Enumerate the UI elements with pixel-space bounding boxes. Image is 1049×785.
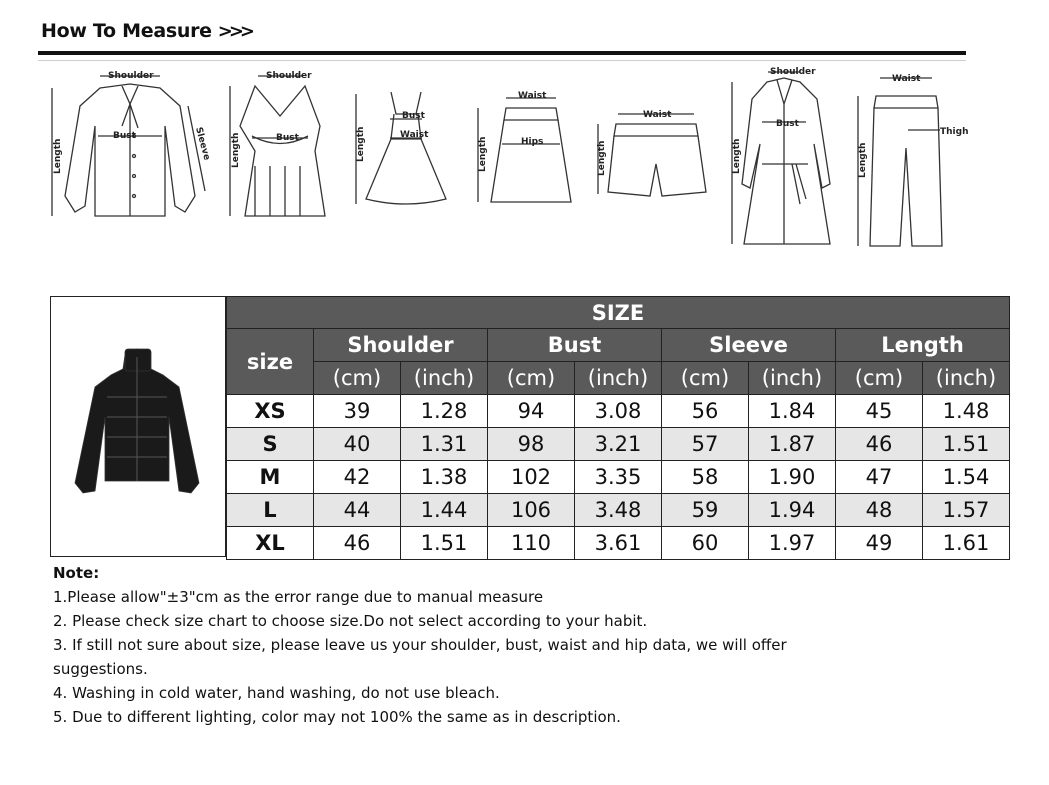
note-item: 5. Due to different lighting, color may not 100% the same as in description.	[53, 708, 621, 726]
size-cell: L	[227, 494, 314, 527]
blouse-diagram	[40, 66, 220, 226]
notes-title: Note:	[53, 564, 100, 582]
table-row	[227, 395, 1010, 428]
value-cell: 60	[662, 527, 749, 560]
value-cell: 106	[488, 494, 575, 527]
top-shoulder-label: Shoulder	[266, 71, 312, 81]
coat-bust-label: Bust	[776, 119, 799, 129]
dress-waist-label: Waist	[400, 130, 429, 140]
top-length-label: Length	[231, 132, 241, 168]
table-row	[227, 461, 1010, 494]
size-cell: XL	[227, 527, 314, 560]
pants-diagram	[848, 68, 973, 253]
top-diagram	[220, 66, 340, 226]
value-cell: 45	[836, 395, 923, 428]
value-cell: 57	[662, 428, 749, 461]
skirt-waist-label: Waist	[518, 91, 547, 101]
note-item: 4. Washing in cold water, hand washing, do not use bleach.	[53, 684, 500, 702]
product-image	[50, 296, 226, 557]
value-cell: 3.08	[575, 395, 662, 428]
table-row	[227, 428, 1010, 461]
blouse-length-label: Length	[53, 138, 63, 174]
size-cell: S	[227, 428, 314, 461]
title-text: How To Measure	[41, 20, 212, 42]
pants-thigh-label: Thigh	[940, 127, 969, 137]
value-cell: 94	[488, 395, 575, 428]
size-cell: M	[227, 461, 314, 494]
size-table	[226, 296, 1010, 560]
value-cell: 3.35	[575, 461, 662, 494]
dress-length-label: Length	[356, 126, 366, 162]
blouse-shoulder-label: Shoulder	[108, 71, 154, 81]
size-column-header: size	[227, 329, 314, 395]
value-cell: 39	[314, 395, 401, 428]
value-cell: 59	[662, 494, 749, 527]
value-cell: 98	[488, 428, 575, 461]
value-cell: 1.61	[923, 527, 1010, 560]
coat-length-label: Length	[732, 138, 742, 174]
pants-waist-label: Waist	[892, 74, 921, 84]
value-cell: 47	[836, 461, 923, 494]
value-cell: 3.21	[575, 428, 662, 461]
pants-length-label: Length	[858, 142, 868, 178]
unit-header: (cm)	[488, 362, 575, 395]
value-cell: 1.51	[401, 527, 488, 560]
value-cell: 1.51	[923, 428, 1010, 461]
coat-diagram	[722, 64, 842, 254]
unit-header: (inch)	[923, 362, 1010, 395]
skirt-length-label: Length	[478, 136, 488, 172]
shoulder-header: Shoulder	[314, 329, 488, 362]
table-title: SIZE	[227, 297, 1010, 329]
table-row	[227, 494, 1010, 527]
bust-header: Bust	[488, 329, 662, 362]
value-cell: 1.97	[749, 527, 836, 560]
top-bust-label: Bust	[276, 133, 299, 143]
shorts-length-label: Length	[597, 140, 607, 176]
value-cell: 1.38	[401, 461, 488, 494]
value-cell: 1.31	[401, 428, 488, 461]
value-cell: 1.28	[401, 395, 488, 428]
dress-diagram	[346, 84, 461, 214]
value-cell: 3.61	[575, 527, 662, 560]
table-row	[227, 527, 1010, 560]
value-cell: 46	[314, 527, 401, 560]
value-cell: 1.84	[749, 395, 836, 428]
unit-header: (cm)	[662, 362, 749, 395]
value-cell: 1.44	[401, 494, 488, 527]
jacket-icon	[51, 297, 225, 556]
value-cell: 102	[488, 461, 575, 494]
value-cell: 1.54	[923, 461, 1010, 494]
notes-section	[53, 561, 813, 729]
blouse-bust-label: Bust	[113, 131, 136, 141]
shorts-waist-label: Waist	[643, 110, 672, 120]
value-cell: 44	[314, 494, 401, 527]
unit-header: (inch)	[575, 362, 662, 395]
value-cell: 58	[662, 461, 749, 494]
value-cell: 56	[662, 395, 749, 428]
unit-header: (cm)	[314, 362, 401, 395]
unit-header: (cm)	[836, 362, 923, 395]
value-cell: 1.87	[749, 428, 836, 461]
blouse-sleeve-label: Sleeve	[193, 126, 212, 162]
value-cell: 49	[836, 527, 923, 560]
page-title	[41, 20, 251, 42]
shorts-diagram	[588, 104, 713, 204]
note-item: 2. Please check size chart to choose size.Do not select according to your habit.	[53, 612, 648, 630]
value-cell: 110	[488, 527, 575, 560]
note-item: 1.Please allow"±3"cm as the error range due to manual measure	[53, 588, 544, 606]
value-cell: 3.48	[575, 494, 662, 527]
header-rule	[38, 51, 966, 55]
value-cell: 42	[314, 461, 401, 494]
value-cell: 1.48	[923, 395, 1010, 428]
unit-header: (inch)	[749, 362, 836, 395]
size-cell: XS	[227, 395, 314, 428]
skirt-diagram	[466, 84, 581, 214]
value-cell: 1.94	[749, 494, 836, 527]
value-cell: 46	[836, 428, 923, 461]
coat-shoulder-label: Shoulder	[770, 67, 816, 77]
note-item: 3. If still not sure about size, please leave us your shoulder, bust, waist and hip data, we will offer suggestions.	[53, 636, 787, 678]
arrows-icon: >>>	[217, 21, 251, 42]
length-header: Length	[836, 329, 1010, 362]
value-cell: 40	[314, 428, 401, 461]
value-cell: 1.57	[923, 494, 1010, 527]
unit-header: (inch)	[401, 362, 488, 395]
header-rule-shadow	[38, 60, 966, 61]
value-cell: 1.90	[749, 461, 836, 494]
skirt-hips-label: Hips	[521, 137, 544, 147]
dress-bust-label: Bust	[402, 111, 425, 121]
sleeve-header: Sleeve	[662, 329, 836, 362]
value-cell: 48	[836, 494, 923, 527]
